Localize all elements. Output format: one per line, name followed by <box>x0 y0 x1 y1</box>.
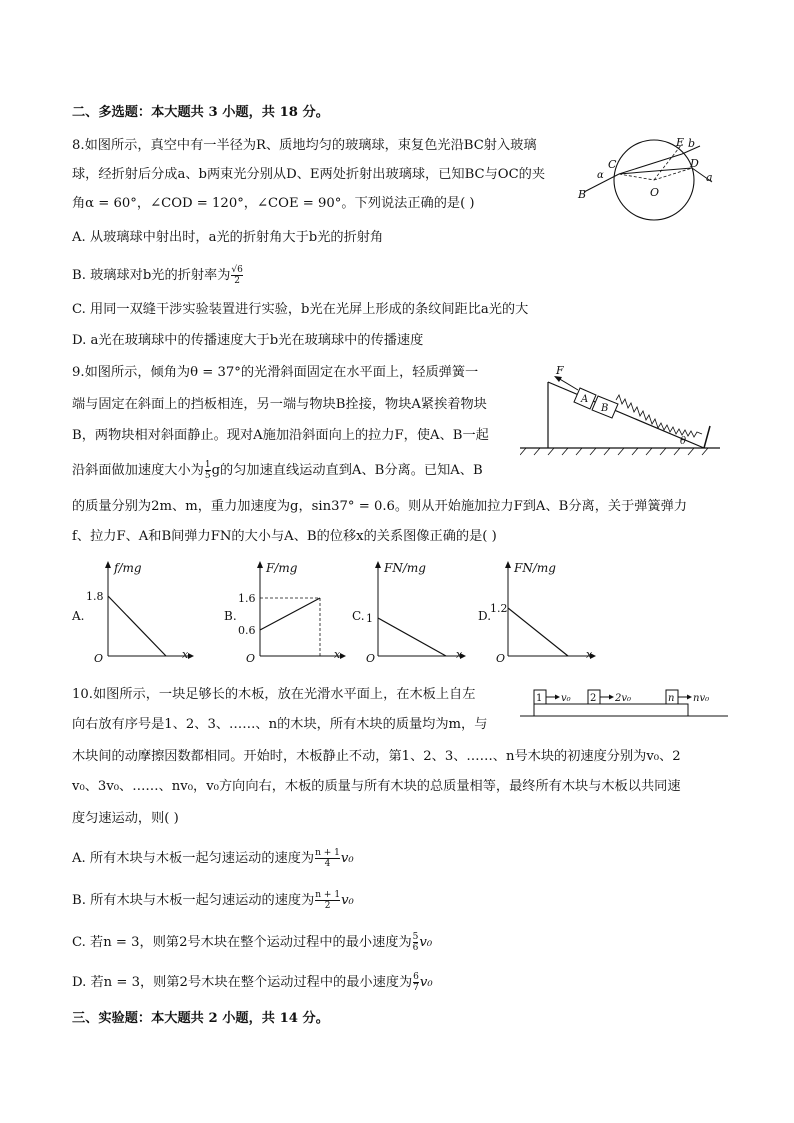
label-block-a: A <box>581 394 589 405</box>
graph-a-ylabel: f/mg <box>114 561 142 575</box>
q10-a-v0: v₀ <box>340 851 354 866</box>
q10-c-v0: v₀ <box>419 935 433 950</box>
q8-option-b-fraction <box>231 265 242 286</box>
section-3-title: 三、实验题：本大题共 2 小题，共 14 分。 <box>72 1011 329 1026</box>
graph-d-option-label: D. <box>478 609 492 623</box>
q9-graph-b <box>222 558 352 668</box>
q10-a-fraction <box>315 848 340 869</box>
graph-c-option-label: C. <box>352 609 365 623</box>
label-d: D <box>690 157 699 170</box>
q8-option-a: A. 从玻璃球中射出时，a光的折射角大于b光的折射角 <box>72 230 384 245</box>
graph-c-ylabel: FN/mg <box>384 561 426 575</box>
q8-stem-line-1: 8.如图所示，真空中有一半径为R、质地均匀的玻璃球，束复色光沿BC射入玻璃 <box>72 138 537 153</box>
ground-hatch <box>520 448 708 455</box>
plank <box>534 704 688 716</box>
q10-a-den: 4 <box>315 858 340 869</box>
graph-a-option-label: A. <box>72 609 85 623</box>
q9-acceleration-fraction <box>205 460 211 481</box>
graph-c-line <box>378 618 446 656</box>
label-f: F <box>556 364 564 377</box>
q9-graph-d <box>476 558 606 668</box>
q10-plank-figure <box>520 684 730 724</box>
graph-c-tick: 1 <box>366 612 373 625</box>
q10-d-den: 7 <box>413 983 419 993</box>
q10-option-c <box>72 932 432 953</box>
q8-b-denominator: 2 <box>231 275 242 286</box>
graph-b-tick-top: 1.6 <box>238 592 256 605</box>
q10-option-a <box>72 848 354 869</box>
q10-b-text: B. 所有木块与木板一起匀速运动的速度为 <box>72 893 315 908</box>
q10-stem-line-5: 度匀速运动，则( ) <box>72 811 179 826</box>
q10-b-v0: v₀ <box>341 893 354 908</box>
q8-option-b-text: B. 玻璃球对b光的折射率为 <box>72 268 231 283</box>
label-b-point: B <box>578 188 587 201</box>
q10-c-den: 6 <box>412 943 419 953</box>
graph-a-x: x <box>182 648 189 661</box>
q9-stem-line-5: 的质量分别为2m、m，重力加速度为g，sin37° = 0.6。则从开始施加拉力F到A、B分离，关于弹簧弹力 <box>72 499 688 514</box>
q9-frac-numerator: 1 <box>204 460 211 470</box>
graph-b-x: x <box>334 648 341 661</box>
label-block-b: B <box>601 403 609 414</box>
graph-b-ylabel: F/mg <box>266 561 298 575</box>
label-o: O <box>650 186 660 199</box>
v1-label: v₀ <box>561 693 571 704</box>
q8-option-c: C. 用同一双缝干涉实验装置进行实验，b光在光屏上形成的条纹间距比a光的大 <box>72 302 529 317</box>
q9-stem-line-1: 9.如图所示，倾角为θ = 37°的光滑斜面固定在水平面上，轻质弹簧一 <box>72 365 479 380</box>
force-f-arrow <box>558 378 578 390</box>
q10-b-fraction <box>315 890 340 911</box>
label-c: C <box>608 158 617 171</box>
q10-c-num: 5 <box>412 932 419 942</box>
graph-a-origin: O <box>94 652 104 665</box>
q8-b-numerator: √6 <box>231 265 243 275</box>
v2-label: 2v₀ <box>615 693 632 704</box>
q9-stem-line-3: B，两物块相对斜面静止。现对A施加沿斜面向上的拉力F，使A、B一起 <box>72 428 489 443</box>
q10-c-fraction <box>413 932 419 953</box>
q9-frac-denominator: 5 <box>204 471 211 481</box>
q10-a-num: n + 1 <box>315 848 340 858</box>
q8-stem-line-2: 球，经折射后分成a、b两束光分别从D、E两处折射出玻璃球，已知BC与OC的夹 <box>72 167 546 182</box>
graph-c-origin: O <box>366 652 376 665</box>
q10-b-den: 2 <box>315 900 340 911</box>
q8-glass-sphere-figure <box>572 130 722 230</box>
label-theta: θ <box>680 436 687 447</box>
q10-c-text: C. 若n = 3，则第2号木块在整个运动过程中的最小速度为 <box>72 935 412 950</box>
label-alpha: α <box>597 170 604 181</box>
block-2-label: 2 <box>590 693 597 704</box>
graph-d-line <box>508 608 568 656</box>
label-a-ray: a <box>706 171 713 184</box>
graph-b-tick-bot: 0.6 <box>238 624 256 637</box>
stopper-plate <box>704 426 710 448</box>
q10-a-text: A. 所有木块与木板一起匀速运动的速度为 <box>72 851 315 866</box>
graph-d-x: x <box>586 648 593 661</box>
q9-line4-text: 沿斜面做加速度大小为 <box>72 463 204 478</box>
label-b-ray: b <box>688 137 696 150</box>
q10-stem-line-1: 10.如图所示，一块足够长的木板，放在光滑水平面上，在木板上自左 <box>72 687 476 702</box>
q9-graph-a <box>70 558 200 668</box>
graph-c-x: x <box>456 648 463 661</box>
vn-label: nv₀ <box>693 693 710 704</box>
label-e: E <box>676 136 685 149</box>
q10-option-d <box>72 972 433 993</box>
block-1-label: 1 <box>536 693 543 704</box>
q10-stem-line-3: 木块间的动摩擦因数都相同。开始时，木板静止不动，第1、2、3、……、n号木块的初速度分别为v₀、2 <box>72 749 681 764</box>
q10-d-v0: v₀ <box>419 975 433 990</box>
graph-b-option-label: B. <box>224 609 237 623</box>
q9-stem-line-2: 端与固定在斜面上的挡板相连，另一端与物块B拴接，物块A紧挨着物块 <box>72 397 487 412</box>
graph-d-tick: 1.2 <box>490 602 508 615</box>
q10-stem-line-4: v₀、3v₀、……、nv₀，v₀方向向右，木板的质量与所有木块的总质量相等，最终所有木块与木板以共同速 <box>72 779 681 794</box>
block-n-label: n <box>668 693 675 704</box>
q10-d-fraction <box>413 972 419 993</box>
q10-b-num: n + 1 <box>315 890 341 900</box>
q10-option-b <box>72 890 354 911</box>
q10-stem-line-2: 向右放有序号是1、2、3、……、n的木块，所有木块的质量均为m，与 <box>72 717 488 732</box>
q8-option-b <box>72 265 244 286</box>
q9-stem-line-4 <box>72 460 483 481</box>
graph-a-tick: 1.8 <box>86 590 104 603</box>
q10-d-text: D. 若n = 3，则第2号木块在整个运动过程中的最小速度为 <box>72 975 413 990</box>
q9-stem-line-6: f、拉力F、A和B间弹力FN的大小与A、B的位移x的关系图像正确的是( ) <box>72 529 497 544</box>
q9-graph-c <box>346 558 476 668</box>
q9-line4-tail: g的匀加速直线运动直到A、B分离。已知A、B <box>211 463 483 478</box>
q9-incline-figure <box>520 360 725 460</box>
graph-a-line <box>108 596 166 656</box>
graph-d-origin: O <box>496 652 506 665</box>
radius-oc <box>619 174 654 180</box>
q10-d-num: 6 <box>413 972 419 982</box>
graph-b-line <box>260 598 320 630</box>
q8-option-d: D. a光在玻璃球中的传播速度大于b光在玻璃球中的传播速度 <box>72 333 424 348</box>
section-2-title: 二、多选题：本大题共 3 小题，共 18 分。 <box>72 105 329 120</box>
graph-b-origin: O <box>246 652 256 665</box>
graph-d-ylabel: FN/mg <box>514 561 556 575</box>
q8-stem-line-3: 角α = 60°，∠COD = 120°，∠COE = 90°。下列说法正确的是( ) <box>72 196 475 211</box>
